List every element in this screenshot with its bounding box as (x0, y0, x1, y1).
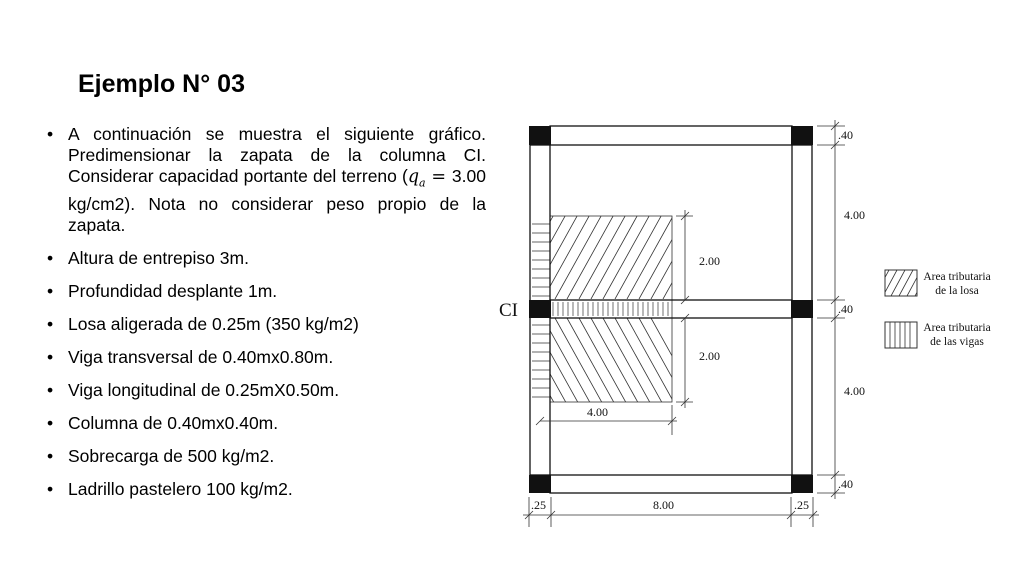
legend-slab-line1: Area tributaria (923, 271, 991, 283)
bullet-item: • Viga transversal de 0.40mx0.80m. (44, 347, 486, 368)
column-bottom-left (529, 475, 551, 493)
dim-tributary-lower: 2.00 (699, 349, 720, 363)
dim-tributary-upper: 2.00 (699, 254, 720, 268)
bullet-item: • Sobrecarga de 500 kg/m2. (44, 446, 486, 467)
bottom-beam (550, 475, 792, 493)
tributary-height-dimension (676, 210, 693, 408)
math-q-a (407, 167, 452, 190)
bullet-item: • Ladrillo pastelero 100 kg/m2. (44, 479, 486, 500)
dim-upper-span: 4.00 (844, 208, 865, 222)
middle-beam-hatch (553, 302, 668, 316)
column-mid-right (791, 300, 813, 318)
dim-left-column: .25 (531, 498, 546, 512)
intro-text-after: 3.00 kg/cm2). Nota no considerar peso propio de la zapata. (68, 166, 486, 235)
column-top-left (529, 126, 551, 145)
dim-lower-span: 4.00 (844, 384, 865, 398)
bullet-item: • Viga longitudinal de 0.25mX0.50m. (44, 380, 486, 401)
legend-slab-hatch (875, 270, 929, 296)
intro-text-before: A continuación se muestra el siguiente gráfico. Predimensionar la zapata de la columna CI. Considerar capacidad portante del terreno ( (68, 124, 486, 186)
column-ci-label: CI (499, 300, 518, 321)
slide-title: Ejemplo N° 03 (78, 70, 245, 98)
dim-span-width: 8.00 (653, 498, 674, 512)
column-top-right (791, 126, 813, 145)
math-subscript: a (419, 176, 426, 190)
upper-slab-hatch (507, 209, 725, 299)
column-bottom-right (791, 475, 813, 493)
legend-slab-line2: de la losa (935, 285, 979, 297)
dim-bottom-beam: .40 (838, 477, 853, 491)
legend-slab (875, 270, 991, 297)
bullet-intro (44, 124, 486, 236)
math-equals: = (425, 167, 452, 187)
bullet-item: • Altura de entrepiso 3m. (44, 248, 486, 269)
legend-beams-line1: Area tributaria (923, 322, 991, 334)
top-beam (550, 126, 792, 145)
bullet-list (44, 124, 486, 512)
dim-top-beam: .40 (838, 128, 853, 142)
dim-middle-beam: .40 (838, 302, 853, 316)
columns (529, 126, 813, 493)
column-ci (529, 300, 551, 318)
math-symbol: q (407, 167, 420, 187)
legend-beams (885, 322, 991, 348)
legend-beams-hatch (890, 322, 910, 348)
beams (530, 126, 812, 493)
dim-tributary-width: 4.00 (587, 405, 608, 419)
lower-slab-hatch (495, 318, 701, 408)
dim-right-column: .25 (794, 498, 809, 512)
middle-beam (550, 300, 792, 318)
bullet-item: • Columna de 0.40mx0.40m. (44, 413, 486, 434)
bullet-item: • Profundidad desplante 1m. (44, 281, 486, 302)
structural-plan-diagram (495, 115, 1010, 535)
legend-beams-line2: de las vigas (930, 336, 984, 348)
bullet-item: • Losa aligerada de 0.25m (350 kg/m2) (44, 314, 486, 335)
